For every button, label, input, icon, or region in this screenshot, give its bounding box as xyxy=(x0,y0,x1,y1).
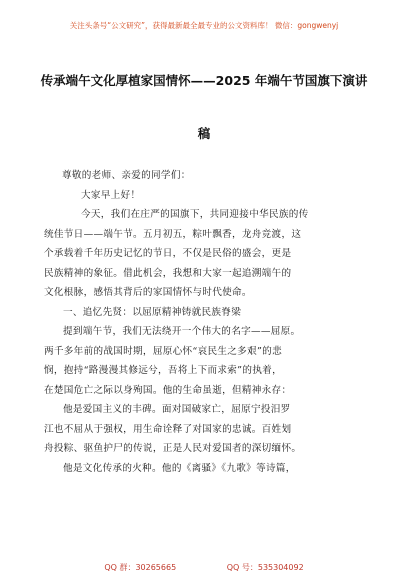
paragraph-line: 民族精神的象征。借此机会，我想和大家一起追溯端午的 xyxy=(44,267,292,279)
paragraph-line: 江也不屈从于强权，用生命诠释了对国家的忠诚。百姓划 xyxy=(44,423,292,435)
paragraph-line: 统佳节日——端午节。五月初五，粽叶飘香，龙舟竞渡，这 xyxy=(44,228,302,240)
header-banner: 关注头条号“公文研究”，获得最新最全最专业的公文资料库！ 微信：gongwenyj xyxy=(69,21,339,30)
paragraph-line: 在楚国危亡之际以身殉国。他的生命虽逝，但精神永存： xyxy=(44,384,292,396)
document-title: 传承端午文化厚植家国情怀——2025 年端午节国旗下演讲 xyxy=(40,73,368,88)
document-title-continuation: 稿 xyxy=(197,126,211,141)
qq-number-link[interactable]: QQ 号：535304092 xyxy=(226,563,304,572)
salutation: 尊敬的老师、亲爱的同学们： xyxy=(62,170,191,181)
qq-group-link[interactable]: QQ 群：30265665 xyxy=(104,563,177,572)
greeting: 大家早上好！ xyxy=(81,189,141,201)
paragraph-line: 今天，我们在庄严的国旗下，共同迎接中华民族的传 xyxy=(81,209,309,220)
paragraph-line: 他是文化传承的火种。他的《离骚》《九歌》等诗篇， xyxy=(63,462,296,474)
footer-contact xyxy=(0,560,408,576)
section-heading: 一、追忆先贤：以屈原精神铸就民族脊梁 xyxy=(63,306,242,318)
paragraph-line: 舟投粽、驱鱼护尸的传说，正是人民对爱国者的深切缅怀。 xyxy=(44,443,302,454)
paragraph-line: 个承载着千年历史记忆的节日，不仅是民俗的盛会，更是 xyxy=(44,248,292,259)
paragraph-line: 悯，抱持“路漫漫其修远兮，吾将上下而求索”的执着， xyxy=(44,365,282,376)
paragraph-line: 他是爱国主义的丰碑。面对国破家亡，屈原宁投汨罗 xyxy=(63,404,291,415)
paragraph-line: 文化根脉，感悟其背后的家国情怀与时代使命。 xyxy=(44,287,252,298)
paragraph-line: 两千多年前的战国时期，屈原心怀“哀民生之多艰”的悲 xyxy=(44,345,282,357)
paragraph-line: 提到端午节，我们无法绕开一个伟大的名字——屈原。 xyxy=(63,326,301,337)
speech-body xyxy=(44,166,352,478)
